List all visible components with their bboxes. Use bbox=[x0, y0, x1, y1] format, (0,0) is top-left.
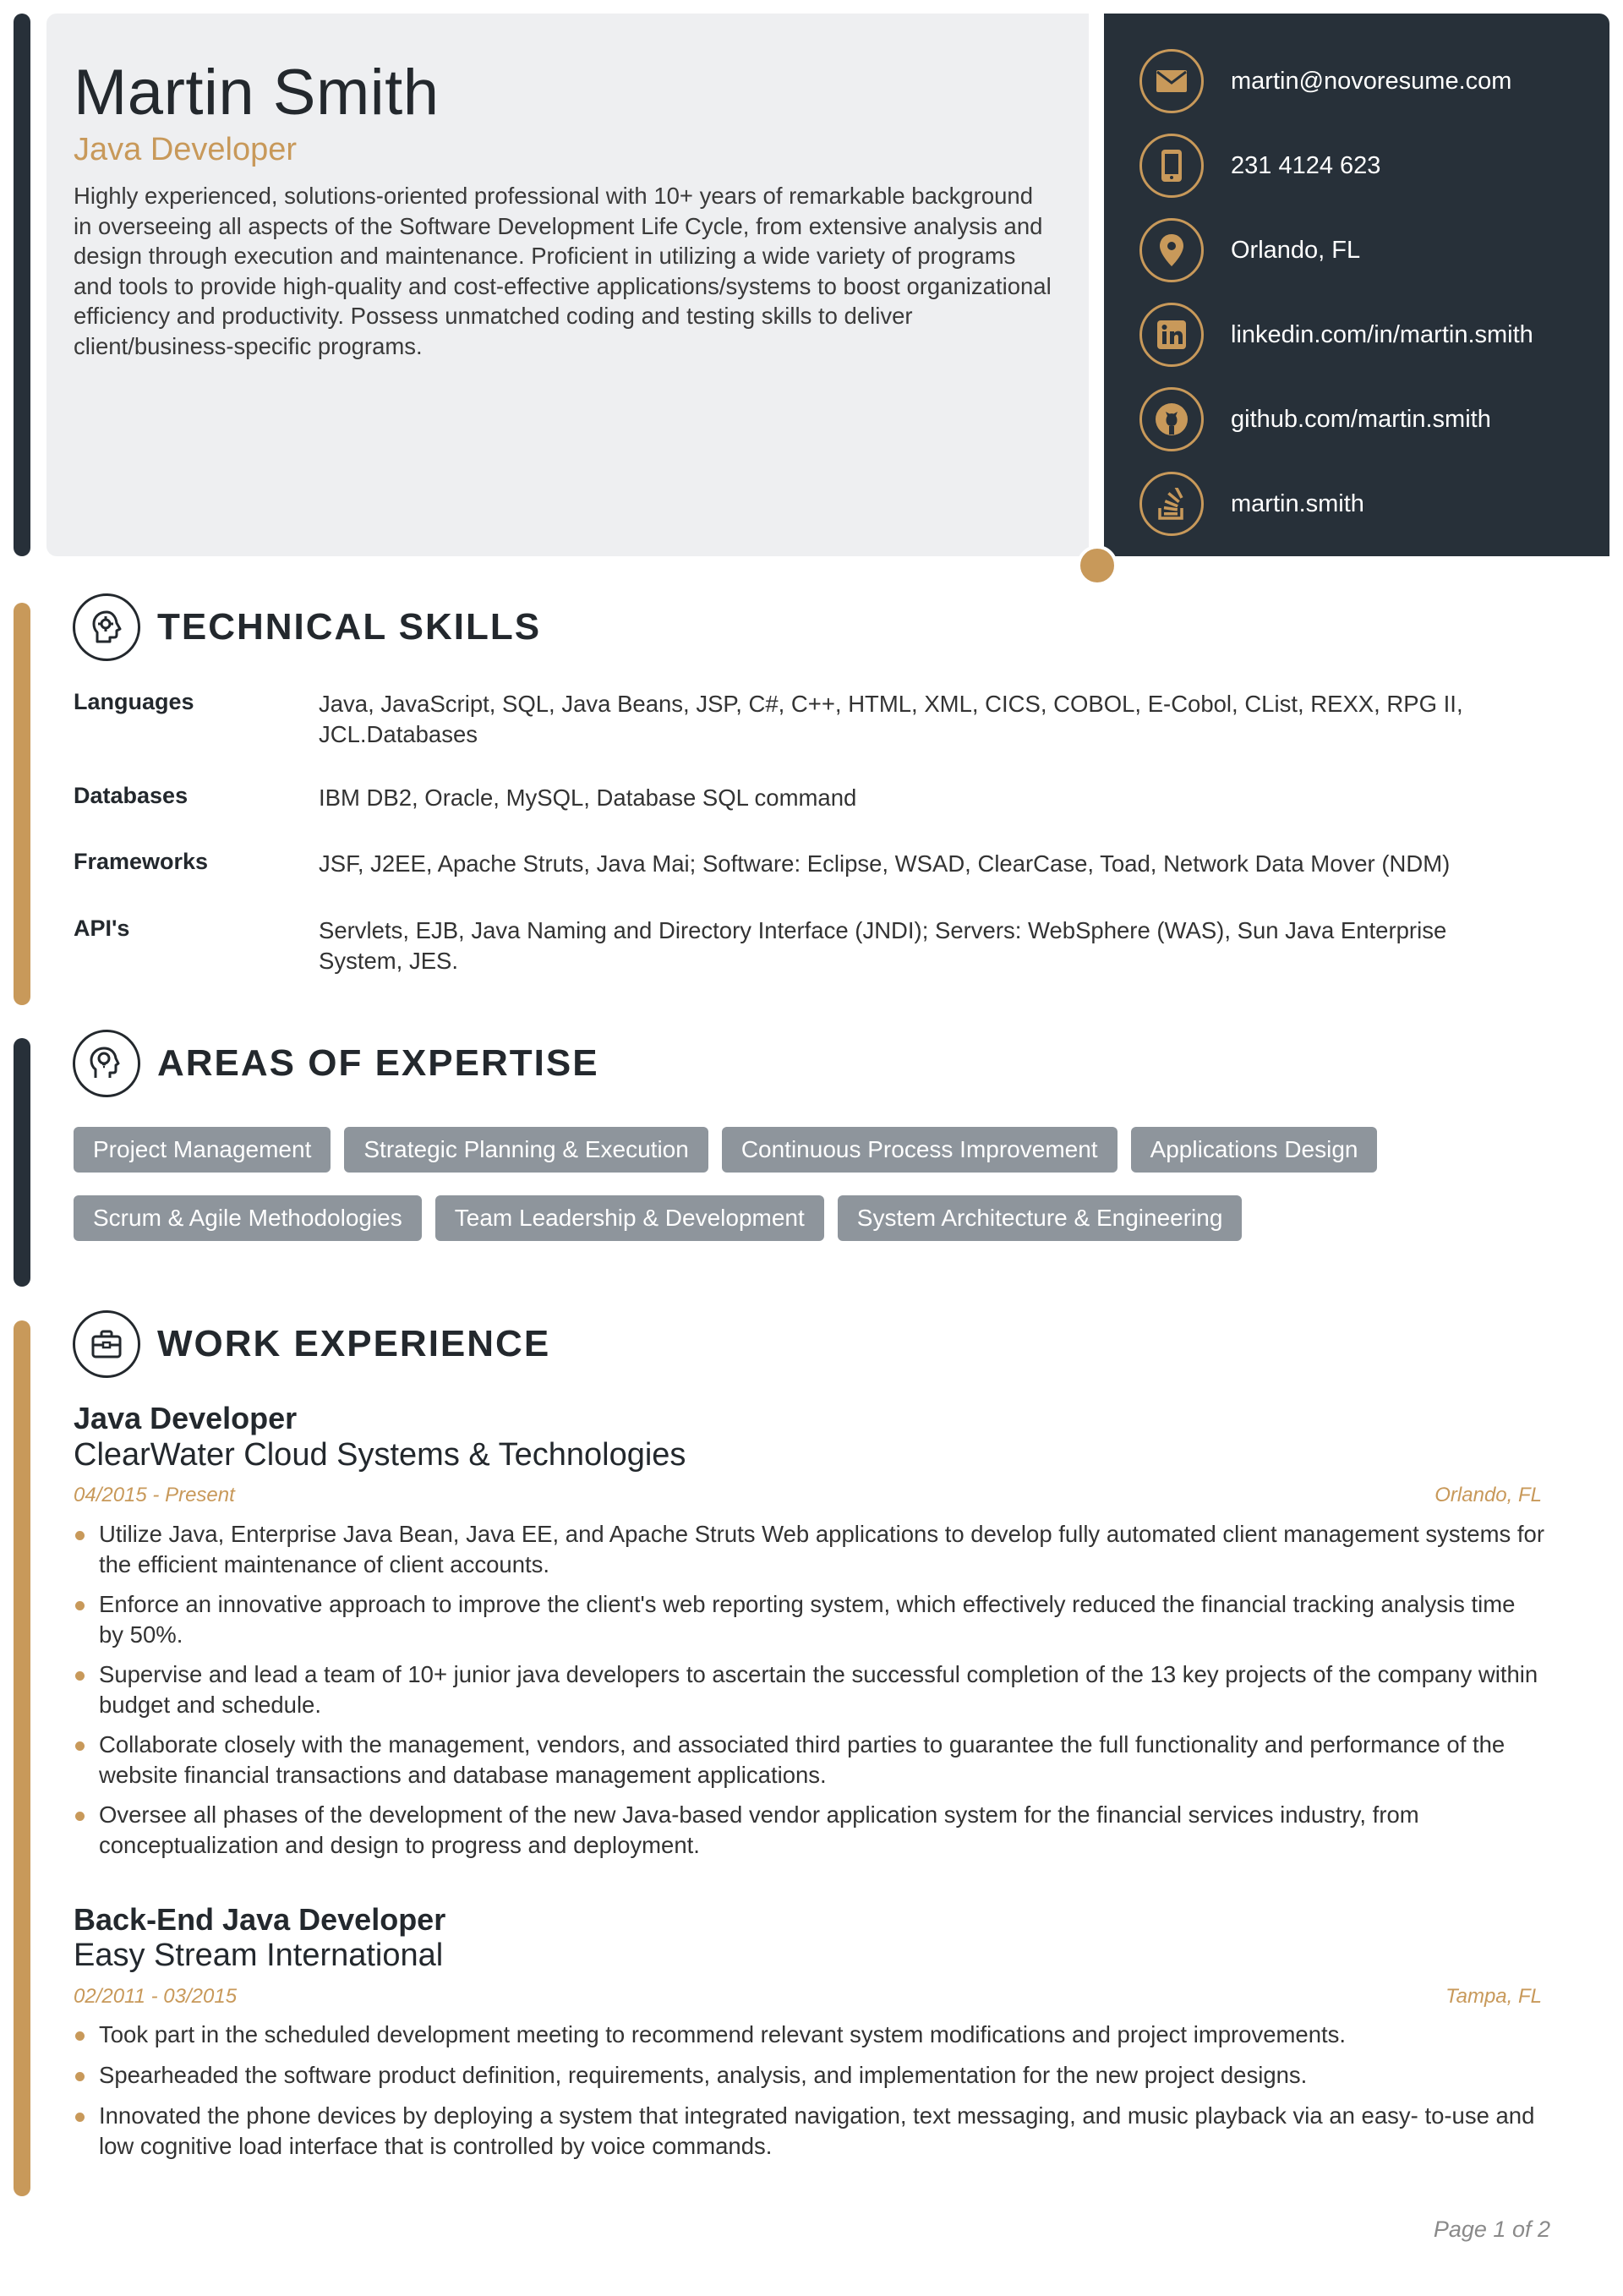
contact-location-text: Orlando, FL bbox=[1231, 236, 1361, 264]
contact-linkedin[interactable] bbox=[1139, 301, 1533, 369]
location-pin-icon bbox=[1139, 218, 1204, 282]
skill-label: API's bbox=[74, 916, 130, 941]
page-number: Page 1 of 2 bbox=[1433, 2217, 1550, 2242]
contact-phone-text: 231 4124 623 bbox=[1231, 151, 1381, 179]
job-location: Orlando, FL bbox=[1434, 1484, 1542, 1506]
expertise-tag: Applications Design bbox=[1131, 1127, 1378, 1173]
skill-value: Servlets, EJB, Java Naming and Directory Interface (JNDI); Servers: WebSphere (WAS), Sun Java Enterprise System, JES. bbox=[319, 917, 1447, 974]
job-bullet: Collaborate closely with the management, vendors, and associated third parties to guarantee the full functionality and performance of the website financial transactions and database management applications. bbox=[74, 1730, 1544, 1790]
expertise-section-title: AREAS OF EXPERTISE bbox=[157, 1042, 599, 1084]
expertise-tag: Scrum & Agile Methodologies bbox=[74, 1195, 422, 1241]
job-company: ClearWater Cloud Systems & Technologies bbox=[74, 1437, 686, 1473]
job-company: Easy Stream International bbox=[74, 1938, 444, 1973]
expertise-tag: Project Management bbox=[74, 1127, 331, 1173]
job-dates: 04/2015 - Present bbox=[74, 1484, 235, 1506]
head-lightbulb-icon bbox=[73, 1030, 140, 1097]
profile-summary: Highly experienced, solutions-oriented professional with 10+ years of remarkable background in overseeing all aspects of the Software Development Life Cycle, from extensive analysis and design through execution and maintenance. Proficient in utilizing a wide variety of programs and tools to provide high-quality and cost-effective applications/systems to boost organizational efficiency and productivity. Possess unmatched coding and testing skills to deliver client/business-specific programs. bbox=[74, 183, 1052, 359]
skill-value: JSF, J2EE, Apache Struts, Java Mai; Software: Eclipse, WSAD, ClearCase, Toad, Network Data Mover (NDM) bbox=[319, 850, 1451, 877]
contact-stackoverflow-text: martin.smith bbox=[1231, 489, 1364, 517]
contact-stackoverflow[interactable] bbox=[1139, 470, 1364, 538]
contact-github[interactable] bbox=[1139, 385, 1491, 453]
linkedin-icon bbox=[1139, 303, 1204, 367]
sidebar-bar-header bbox=[14, 14, 30, 556]
brain-gear-icon bbox=[73, 593, 140, 661]
skills-section-title: TECHNICAL SKILLS bbox=[157, 606, 542, 648]
job-bullet: Took part in the scheduled development meeting to recommend relevant system modifications and project improvements. bbox=[74, 2020, 1544, 2050]
skill-label: Languages bbox=[74, 689, 194, 714]
candidate-name: Martin Smith bbox=[74, 57, 440, 128]
candidate-title: Java Developer bbox=[74, 132, 298, 167]
job-bullet: Spearheaded the software product definition, requirements, analysis, and implementation for the new project designs. bbox=[74, 2060, 1544, 2091]
work-section-heading bbox=[73, 1310, 550, 1378]
skill-label: Databases bbox=[74, 783, 189, 808]
work-section-title: WORK EXPERIENCE bbox=[157, 1323, 551, 1364]
contact-linkedin-text: linkedin.com/in/martin.smith bbox=[1231, 320, 1533, 348]
briefcase-icon bbox=[73, 1310, 140, 1378]
expertise-tag: System Architecture & Engineering bbox=[838, 1195, 1243, 1241]
skills-section-heading bbox=[73, 593, 541, 661]
sidebar-bar-expertise bbox=[14, 1038, 30, 1287]
expertise-section-heading bbox=[73, 1030, 599, 1097]
header-accent-dot bbox=[1077, 545, 1118, 586]
job-dates: 02/2011 - 03/2015 bbox=[74, 1985, 238, 2008]
stackoverflow-icon bbox=[1139, 472, 1204, 536]
sidebar-bar-skills bbox=[14, 603, 30, 1005]
sidebar-bar-work bbox=[14, 1320, 30, 2196]
job-bullet: Supervise and lead a team of 10+ junior java developers to ascertain the successful completion of the 13 key projects of the company within budget and schedule. bbox=[74, 1659, 1544, 1720]
contact-email-text: martin@novoresume.com bbox=[1231, 67, 1512, 95]
skill-label: Frameworks bbox=[74, 849, 209, 874]
job-bullet: Oversee all phases of the development of the new Java-based vendor application system for the financial services industry, from conceptualization and design to progress and deployment. bbox=[74, 1800, 1544, 1861]
contact-email[interactable] bbox=[1139, 47, 1511, 115]
contact-panel bbox=[1104, 14, 1609, 556]
job-title: Back-End Java Developer bbox=[74, 1902, 446, 1937]
skill-value: Java, JavaScript, SQL, Java Beans, JSP, C#, C++, HTML, XML, CICS, COBOL, E-Cobol, CList, REXX, RPG II, JCL.Databases bbox=[319, 691, 1463, 747]
job-bullet: Innovated the phone devices by deploying a system that integrated navigation, text messaging, and music playback via an easy- to-use and low cognitive load interface that is controlled by voice commands. bbox=[74, 2101, 1544, 2162]
expertise-tag-row-2 bbox=[74, 1195, 1242, 1241]
github-icon bbox=[1139, 387, 1204, 451]
job-bullet: Enforce an innovative approach to improve the client's web reporting system, which effectively reduced the financial tracking analysis time by 50%. bbox=[74, 1589, 1544, 1650]
expertise-tag-row-1 bbox=[74, 1127, 1377, 1173]
skill-value: IBM DB2, Oracle, MySQL, Database SQL command bbox=[319, 784, 857, 811]
contact-phone[interactable] bbox=[1139, 132, 1380, 200]
contact-github-text: github.com/martin.smith bbox=[1231, 405, 1491, 433]
job-location: Tampa, FL bbox=[1445, 1985, 1542, 2008]
expertise-tag: Continuous Process Improvement bbox=[722, 1127, 1118, 1173]
expertise-tag: Team Leadership & Development bbox=[435, 1195, 824, 1241]
phone-icon bbox=[1139, 134, 1204, 198]
job-title: Java Developer bbox=[74, 1401, 298, 1435]
job-bullet: Utilize Java, Enterprise Java Bean, Java EE, and Apache Struts Web applications to develop fully automated client management systems for the efficient maintenance of client accounts. bbox=[74, 1519, 1544, 1580]
contact-location bbox=[1139, 216, 1360, 284]
envelope-icon bbox=[1139, 49, 1204, 113]
expertise-tag: Strategic Planning & Execution bbox=[344, 1127, 708, 1173]
header-summary-panel bbox=[46, 14, 1089, 556]
